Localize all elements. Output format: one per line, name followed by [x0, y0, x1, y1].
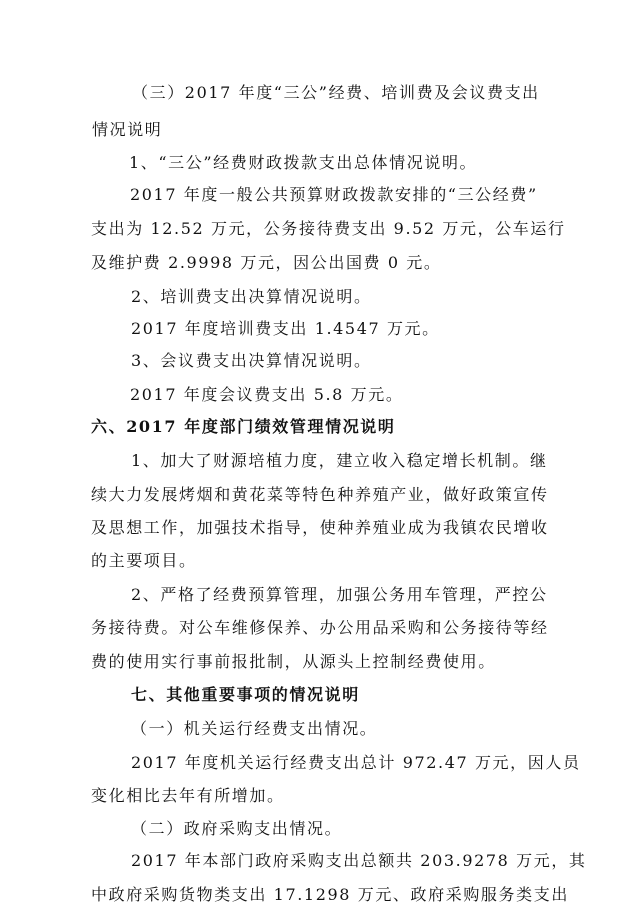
section6-p2-line2: 务接待费。对公车维修保养、办公用品采购和公务接待等经	[91, 618, 549, 637]
item1-text-line1: 2017 年度一般公共预算财政拨款安排的“三公经费”	[130, 185, 538, 204]
section7-heading: 七、其他重要事项的情况说明	[131, 685, 360, 704]
section7-sub1-line1: 2017 年度机关运行经费支出总计 972.47 万元，因人员	[131, 753, 581, 772]
section7-sub1-title: （一）机关运行经费支出情况。	[131, 719, 378, 738]
section6-p2-line3: 费的使用实行事前报批制，从源头上控制经费使用。	[91, 652, 496, 671]
section7-sub2-line1: 2017 年本部门政府采购支出总额共 203.9278 万元，其	[131, 851, 587, 870]
section7-sub1-line2: 变化相比去年有所增加。	[91, 786, 285, 805]
section7-sub2-title: （二）政府采购支出情况。	[131, 819, 343, 838]
item2-text: 2017 年度培训费支出 1.4547 万元。	[131, 319, 440, 338]
item1-title: 1、“三公”经费财政拨款支出总体情况说明。	[129, 153, 478, 172]
item3-text: 2017 年度会议费支出 5.8 万元。	[130, 385, 404, 404]
section6-p2-line1: 2、严格了经费预算管理，加强公务用车管理，严控公	[131, 585, 548, 604]
section6-heading: 六、2017 年度部门绩效管理情况说明	[91, 417, 396, 436]
section6-p1-line2: 续大力发展烤烟和黄花菜等特色种养殖产业，做好政策宣传	[91, 485, 549, 504]
section6-p1-line3: 及思想工作，加强技术指导，使种养殖业成为我镇农民增收	[91, 518, 549, 537]
section6-p1-line1: 1、加大了财源培植力度，建立收入稳定增长机制。继	[131, 451, 548, 470]
section3-heading-line2: 情况说明	[92, 120, 163, 139]
section7-sub2-line2: 中政府采购货物类支出 17.1298 万元、政府采购服务类支出	[91, 885, 569, 904]
item1-text-line3: 及维护费 2.9998 万元，因公出国费 0 元。	[91, 253, 442, 272]
item2-title: 2、培训费支出决算情况说明。	[131, 287, 372, 306]
item3-title: 3、会议费支出决算情况说明。	[131, 351, 372, 370]
item1-text-line2: 支出为 12.52 万元，公务接待费支出 9.52 万元，公车运行	[91, 219, 566, 238]
section3-heading-line1: （三）2017 年度“三公”经费、培训费及会议费支出	[132, 83, 540, 102]
section6-p1-line4: 的主要项目。	[91, 551, 197, 570]
